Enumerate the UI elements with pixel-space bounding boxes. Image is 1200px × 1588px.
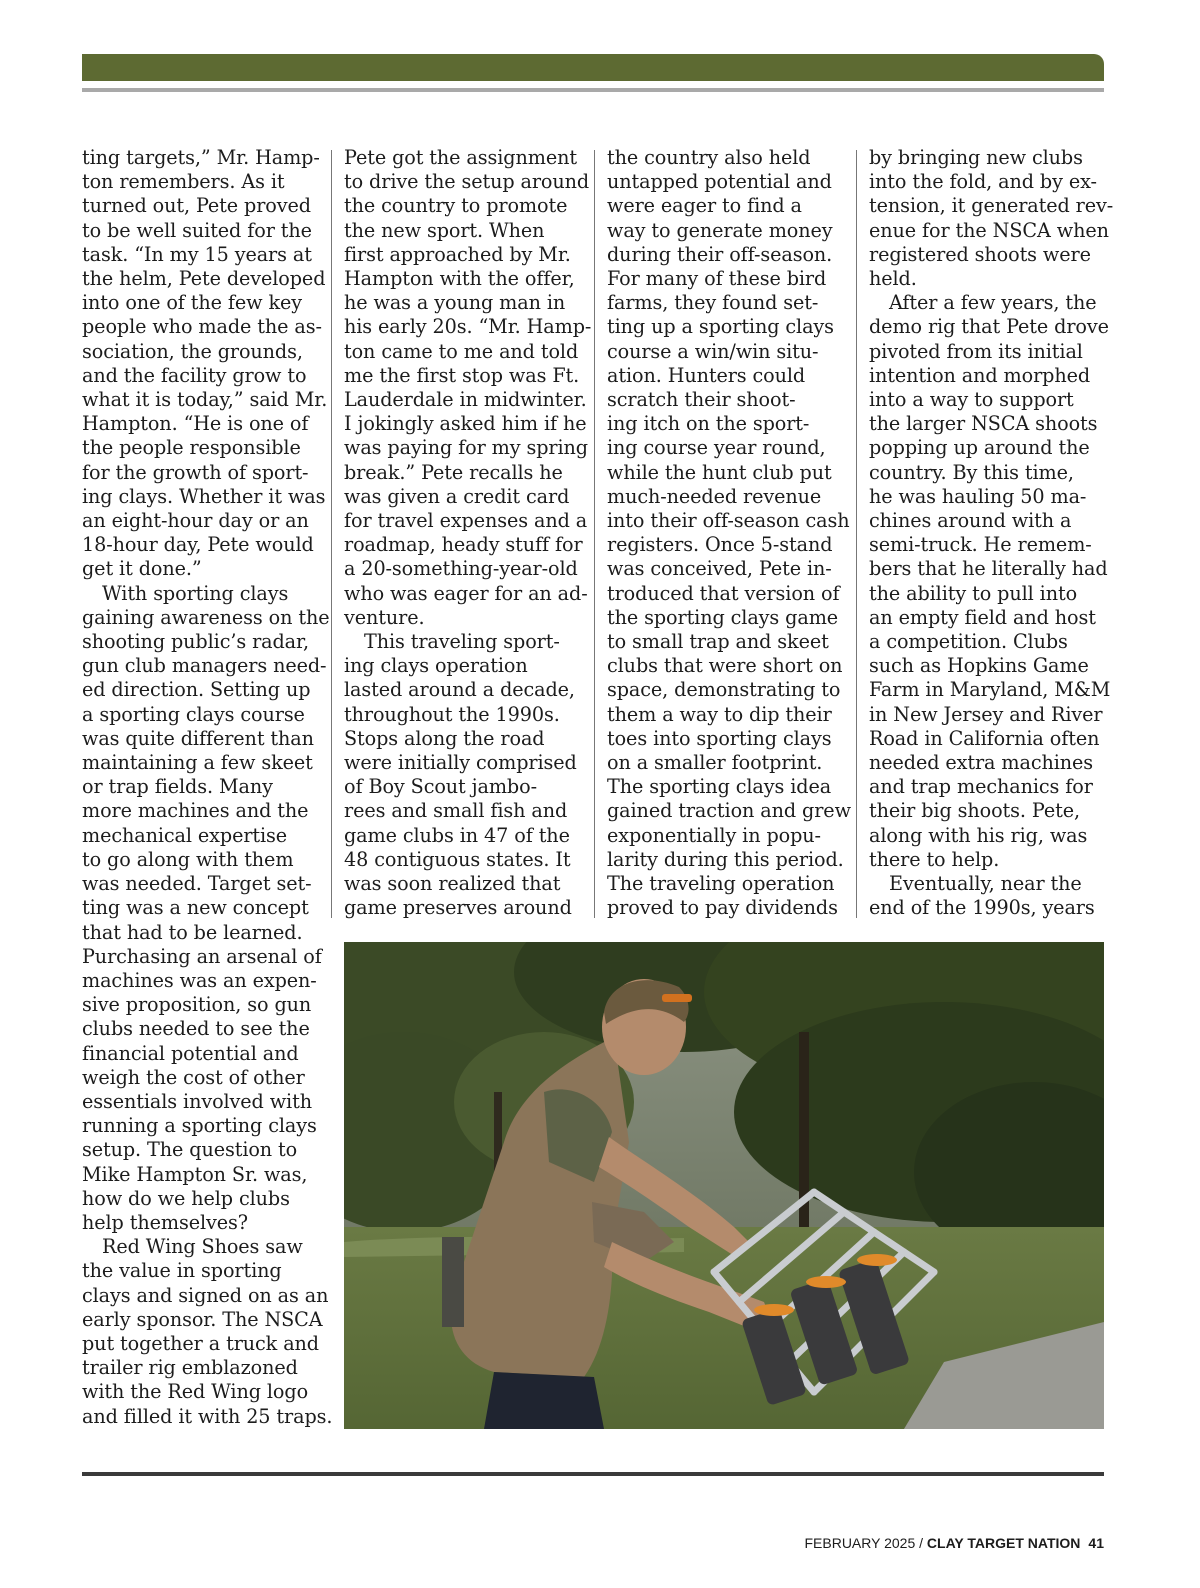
text-line: trailer rig emblazoned <box>82 1356 298 1380</box>
text-line: on a smaller footprint. <box>607 751 823 775</box>
text-line: game clubs in 47 of the <box>344 823 570 847</box>
text-line: ing course year round, <box>607 436 826 460</box>
text-line: clubs needed to see the <box>82 1017 310 1041</box>
text-line: rees and small fish and <box>344 799 568 823</box>
text-line: the helm, Pete developed <box>82 267 326 291</box>
text-line: by bringing new clubs <box>869 146 1083 169</box>
text-line: The sporting clays idea <box>607 775 832 799</box>
text-line: turned out, Pete proved <box>82 194 311 218</box>
text-line: he was hauling 50 ma- <box>869 484 1087 508</box>
text-line: put together a truck and <box>82 1331 319 1355</box>
text-line: and trap mechanics for <box>869 775 1093 799</box>
text-line: sociation, the grounds, <box>82 339 303 363</box>
text-line: was given a credit card <box>344 484 570 508</box>
text-line: task. “In my 15 years at <box>82 242 312 266</box>
text-line: a sporting clays course <box>82 702 305 726</box>
text-line: a competition. Clubs <box>869 630 1068 654</box>
text-line: machines was an expen- <box>82 968 317 992</box>
text-line: After a few years, the <box>889 291 1097 315</box>
text-line: lasted around a decade, <box>344 678 575 702</box>
text-line: was conceived, Pete in- <box>607 557 832 581</box>
text-line: to small trap and skeet <box>607 630 829 654</box>
text-line: sive proposition, so gun <box>82 993 312 1017</box>
text-line: the country to promote <box>344 194 568 218</box>
text-line: more machines and the <box>82 799 309 823</box>
text-line: Mike Hampton Sr. was, <box>82 1162 308 1186</box>
text-line: The traveling operation <box>607 872 835 896</box>
article-column-3 <box>607 146 851 921</box>
text-line: me the first stop was Ft. <box>344 363 580 387</box>
text-line: along with his rig, was <box>869 823 1088 847</box>
text-line: who was eager for an ad- <box>344 581 588 605</box>
column-divider <box>594 150 595 918</box>
text-line: ton came to me and told <box>344 339 579 363</box>
text-line: ed direction. Setting up <box>82 678 311 702</box>
text-line: gaining awareness on the <box>82 605 330 629</box>
text-line: in New Jersey and River <box>869 702 1103 726</box>
photo-man-loading-trap-machine <box>344 942 1104 1429</box>
text-line: clubs that were short on <box>607 654 843 678</box>
text-line: way to generate money <box>607 218 833 242</box>
text-line: This traveling sport- <box>364 630 560 654</box>
text-line: was soon realized that <box>344 872 561 896</box>
article-column-1 <box>82 146 333 1429</box>
text-line: ting up a sporting clays <box>607 315 834 339</box>
article-column-2 <box>344 146 592 921</box>
text-line: registered shoots were <box>869 242 1091 266</box>
text-line: the value in sporting <box>82 1259 282 1283</box>
text-line: semi-truck. He remem- <box>869 533 1092 557</box>
text-line: mechanical expertise <box>82 823 288 847</box>
text-line: while the hunt club put <box>607 460 832 484</box>
footer-magazine-name: CLAY TARGET NATION <box>926 1535 1081 1551</box>
text-line: an empty field and host <box>869 605 1096 629</box>
text-line: to go along with them <box>82 847 294 871</box>
text-line: the people responsible <box>82 436 301 460</box>
text-line: throughout the 1990s. <box>344 702 560 726</box>
text-line: during their off-season. <box>607 242 833 266</box>
text-line: much-needed revenue <box>607 484 822 508</box>
article-photo <box>344 942 1104 1429</box>
text-line: people who made the as- <box>82 315 322 339</box>
text-line: For many of these bird <box>607 267 827 291</box>
text-line: With sporting clays <box>102 581 289 605</box>
text-line: there to help. <box>869 847 1000 871</box>
text-line: Stops along the road <box>344 726 545 750</box>
text-line: 48 contiguous states. It <box>344 847 571 871</box>
text-line: and the facility grow to <box>82 363 307 387</box>
text-line: game preserves around <box>344 896 572 920</box>
text-line: help themselves? <box>82 1210 248 1234</box>
text-line: setup. The question to <box>82 1138 298 1162</box>
article-column-4 <box>869 146 1114 921</box>
text-line: enue for the NSCA when <box>869 218 1109 242</box>
text-line: or trap fields. Many <box>82 775 273 799</box>
text-line: proved to pay dividends <box>607 896 838 920</box>
text-line: Purchasing an arsenal of <box>82 944 322 968</box>
text-line: running a sporting clays <box>82 1114 317 1138</box>
text-line: a 20-something-year-old <box>344 557 578 581</box>
text-line: of Boy Scout jambo- <box>344 775 537 799</box>
text-line: Hampton. “He is one of <box>82 412 309 436</box>
text-line: Pete got the assignment <box>344 146 577 169</box>
text-line: demo rig that Pete drove <box>869 315 1109 339</box>
text-line: end of the 1990s, years <box>869 896 1095 920</box>
text-line: to drive the setup around <box>344 170 590 194</box>
text-line: exponentially in popu- <box>607 823 821 847</box>
page-number: 41 <box>1088 1535 1104 1551</box>
text-line: Road in California often <box>869 726 1100 750</box>
text-line: untapped potential and <box>607 170 832 194</box>
text-line: that had to be learned. <box>82 920 303 944</box>
text-line: essentials involved with <box>82 1089 312 1113</box>
text-line: bers that he literally had <box>869 557 1108 581</box>
header-rule <box>82 88 1104 92</box>
text-line: popping up around the <box>869 436 1090 460</box>
text-line: was paying for my spring <box>344 436 588 460</box>
text-line: larity during this period. <box>607 847 844 871</box>
text-line: break.” Pete recalls he <box>344 460 563 484</box>
text-line: gained traction and grew <box>607 799 851 823</box>
text-line: ton remembers. As it <box>82 170 285 194</box>
text-line: gun club managers need- <box>82 654 327 678</box>
text-line: Red Wing Shoes saw <box>102 1235 303 1259</box>
text-line: financial potential and <box>82 1041 299 1065</box>
text-line: the new sport. When <box>344 218 545 242</box>
text-line: the country also held <box>607 146 811 169</box>
text-line: was needed. Target set- <box>82 872 312 896</box>
text-line: them a way to dip their <box>607 702 832 726</box>
text-line: pivoted from its initial <box>869 339 1083 363</box>
text-line: were initially comprised <box>344 751 577 775</box>
text-line: such as Hopkins Game <box>869 654 1089 678</box>
text-line: Eventually, near the <box>889 872 1082 896</box>
text-line: shooting public’s radar, <box>82 630 309 654</box>
text-line: Lauderdale in midwinter. <box>344 388 587 412</box>
text-line: with the Red Wing logo <box>82 1380 309 1404</box>
text-line: the ability to pull into <box>869 581 1078 605</box>
text-line: tension, it generated rev- <box>869 194 1114 218</box>
text-line: get it done.” <box>82 557 202 581</box>
text-line: what it is today,” said Mr. <box>82 388 328 412</box>
text-line: chines around with a <box>869 509 1072 533</box>
text-line: space, demonstrating to <box>607 678 841 702</box>
text-line: troduced that version of <box>607 581 840 605</box>
header-bar <box>82 54 1104 81</box>
text-line: and filled it with 25 traps. <box>82 1404 333 1428</box>
text-line: ing clays. Whether it was <box>82 484 326 508</box>
text-line: farms, they found set- <box>607 291 819 315</box>
text-line: into one of the few key <box>82 291 302 315</box>
column-divider <box>856 150 857 918</box>
text-line: to be well suited for the <box>82 218 312 242</box>
text-line: his early 20s. “Mr. Hamp- <box>344 315 592 339</box>
text-line: venture. <box>344 605 425 629</box>
text-line: he was a young man in <box>344 291 566 315</box>
text-line: toes into sporting clays <box>607 726 832 750</box>
text-line: maintaining a few skeet <box>82 751 313 775</box>
text-line: I jokingly asked him if he <box>344 412 587 436</box>
text-line: were eager to find a <box>607 194 802 218</box>
text-line: ting was a new concept <box>82 896 309 920</box>
text-line: into the fold, and by ex- <box>869 170 1097 194</box>
text-line: weigh the cost of other <box>82 1065 305 1089</box>
text-line: 18-hour day, Pete would <box>82 533 314 557</box>
text-line: for travel expenses and a <box>344 509 588 533</box>
text-line: for the growth of sport- <box>82 460 309 484</box>
text-line: first approached by Mr. <box>344 242 571 266</box>
text-line: scratch their shoot- <box>607 388 796 412</box>
text-line: course a win/win situ- <box>607 339 819 363</box>
text-line: roadmap, heady stuff for <box>344 533 583 557</box>
text-line: early sponsor. The NSCA <box>82 1307 323 1331</box>
text-line: their big shoots. Pete, <box>869 799 1080 823</box>
text-line: held. <box>869 267 917 291</box>
text-line: was quite different than <box>82 726 314 750</box>
text-line: registers. Once 5-stand <box>607 533 833 557</box>
text-line: needed extra machines <box>869 751 1094 775</box>
text-line: ing itch on the sport- <box>607 412 810 436</box>
text-line: into a way to support <box>869 388 1074 412</box>
text-line: into their off-season cash <box>607 509 850 533</box>
footer-issue: FEBRUARY 2025 / <box>804 1535 927 1551</box>
footer-rule <box>82 1472 1104 1476</box>
column-divider <box>331 150 332 918</box>
text-line: intention and morphed <box>869 363 1091 387</box>
text-line: an eight-hour day or an <box>82 509 309 533</box>
text-line: ting targets,” Mr. Hamp- <box>82 146 320 169</box>
text-line: how do we help clubs <box>82 1186 290 1210</box>
page-footer <box>804 1535 1104 1551</box>
text-line: Farm in Maryland, M&M <box>869 678 1111 702</box>
text-line: ation. Hunters could <box>607 363 806 387</box>
text-line: ing clays operation <box>344 654 528 678</box>
text-line: the larger NSCA shoots <box>869 412 1098 436</box>
text-line: Hampton with the offer, <box>344 267 575 291</box>
text-line: clays and signed on as an <box>82 1283 329 1307</box>
text-line: the sporting clays game <box>607 605 839 629</box>
text-line: country. By this time, <box>869 460 1074 484</box>
